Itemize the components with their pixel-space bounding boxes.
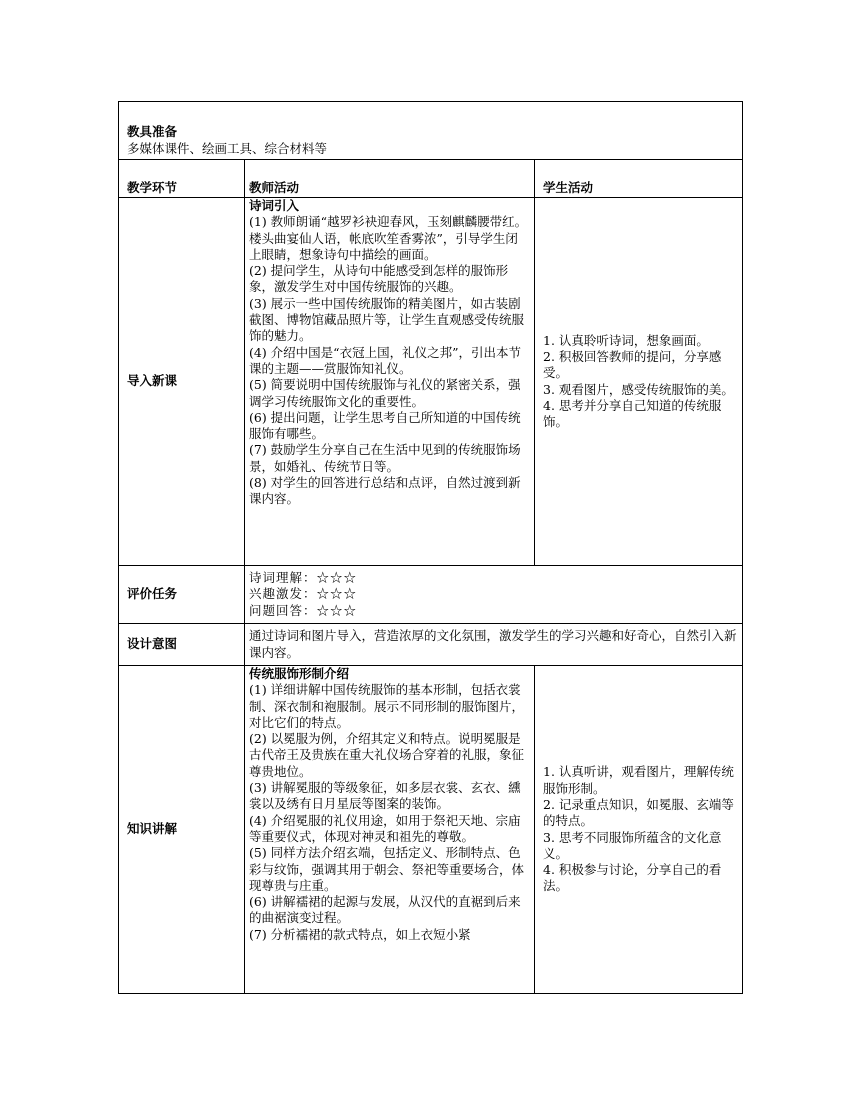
prep-title: 教具准备 bbox=[127, 124, 178, 140]
intro-row bbox=[119, 198, 743, 566]
knowledge-student-item: 3. 思考不同服饰所蕴含的文化意义。 bbox=[543, 829, 722, 861]
knowledge-label: 知识讲解 bbox=[119, 666, 245, 994]
lesson-plan-table bbox=[118, 101, 743, 994]
header-row bbox=[119, 160, 743, 198]
knowledge-teacher-item: (4) 介绍冕服的礼仪用途，如用于祭祀天地、宗庙等重要仪式，体现对神灵和祖先的尊敬。 bbox=[249, 812, 521, 844]
knowledge-teacher-item: (7) 分析襦裙的款式特点，如上衣短小紧 bbox=[249, 926, 471, 942]
evaluation-label: 评价任务 bbox=[119, 566, 245, 624]
design-label: 设计意图 bbox=[119, 624, 245, 666]
intro-teacher-item: (2) 提问学生，从诗句中能感受到怎样的服饰形象，激发学生对中国传统服饰的兴趣。 bbox=[249, 263, 509, 295]
intro-student-item: 4. 思考并分享自己知道的传统服饰。 bbox=[543, 397, 722, 430]
intro-teacher-item: (1) 教师朗诵“越罗衫袂迎春风，玉刻麒麟腰带红。楼头曲宴仙人语，帐底吹笙香雾浓”，引导学生闭上眼睛，想象诗句中描绘的画面。 bbox=[249, 214, 528, 262]
intro-teacher-item: (3) 展示一些中国传统服饰的精美图片，如古装剧截图、博物馆藏品照片等，让学生直观感受传统服饰的魅力。 bbox=[249, 295, 525, 344]
knowledge-teacher-title: 传统服饰形制介绍 bbox=[249, 666, 350, 681]
knowledge-teacher-cell bbox=[245, 666, 535, 994]
intro-teacher-item: (5) 简要说明中国传统服饰与礼仪的紧密关系，强调学习传统服饰文化的重要性。 bbox=[249, 377, 521, 409]
knowledge-student-item: 1. 认真听讲，观看图片，理解传统服饰形制。 bbox=[543, 764, 734, 796]
design-content: 通过诗词和图片导入，营造浓厚的文化氛围，激发学生的学习兴趣和好奇心，自然引入新课内容。 bbox=[245, 624, 743, 666]
intro-student-item: 3. 观看图片，感受传统服饰的美。 bbox=[543, 381, 734, 397]
intro-teacher-item: (7) 鼓励学生分享自己在生活中见到的传统服饰场景，如婚礼、传统节日等。 bbox=[249, 442, 521, 474]
header-teacher: 教师活动 bbox=[245, 160, 535, 198]
knowledge-teacher-item: (6) 讲解襦裙的起源与发展，从汉代的直裾到后来的曲裾演变过程。 bbox=[249, 894, 521, 926]
knowledge-student-item: 2. 记录重点知识，如冕服、玄端等的特点。 bbox=[543, 796, 734, 829]
intro-teacher-item: (4) 介绍中国是“衣冠上国，礼仪之邦”，引出本节课的主题——赏服饰知礼仪。 bbox=[249, 344, 521, 376]
knowledge-teacher-item: (5) 同样方法介绍玄端，包括定义、形制特点、色彩与纹饰，强调其用于朝会、祭祀等重要场合，体现尊贵与庄重。 bbox=[249, 845, 525, 893]
knowledge-student-item: 4. 积极参与讨论，分享自己的看法。 bbox=[543, 862, 722, 894]
prep-cell bbox=[119, 102, 743, 160]
intro-student-item: 2. 积极回答教师的提问，分享感受。 bbox=[543, 348, 722, 381]
prep-content: 多媒体课件、绘画工具、综合材料等 bbox=[127, 140, 328, 156]
intro-teacher-item: (8) 对学生的回答进行总结和点评，自然过渡到新课内容。 bbox=[249, 475, 521, 507]
knowledge-teacher-item: (1) 详细讲解中国传统服饰的基本形制，包括衣裳制、深衣制和袍服制。展示不同形制的服饰图片，对比它们的特点。 bbox=[249, 682, 525, 730]
evaluation-row bbox=[119, 566, 743, 624]
knowledge-student-cell bbox=[535, 666, 743, 994]
evaluation-cell bbox=[245, 566, 743, 624]
evaluation-item: 兴趣激发：☆☆☆ bbox=[249, 586, 358, 602]
knowledge-teacher-item: (3) 讲解冕服的等级象征，如多层衣裳、玄衣、纁裳以及绣有日月星辰等图案的装饰。 bbox=[249, 780, 521, 812]
header-student: 学生活动 bbox=[535, 160, 743, 198]
intro-student-cell bbox=[535, 198, 743, 566]
intro-student-item: 1. 认真聆听诗词，想象画面。 bbox=[543, 332, 709, 348]
intro-teacher-item: (6) 提出问题，让学生思考自己所知道的中国传统服饰有哪些。 bbox=[249, 409, 521, 442]
design-row bbox=[119, 624, 743, 666]
evaluation-item: 诗词理解：☆☆☆ bbox=[249, 570, 358, 586]
header-stage: 教学环节 bbox=[119, 160, 245, 198]
intro-label: 导入新课 bbox=[119, 198, 245, 566]
knowledge-teacher-item: (2) 以冕服为例，介绍其定义和特点。说明冕服是古代帝王及贵族在重大礼仪场合穿着的礼服，象征尊贵地位。 bbox=[249, 731, 525, 779]
intro-teacher-cell bbox=[245, 198, 535, 566]
knowledge-row bbox=[119, 666, 743, 994]
intro-teacher-title: 诗词引入 bbox=[249, 198, 300, 213]
evaluation-item: 问题回答：☆☆☆ bbox=[249, 602, 358, 618]
prep-row bbox=[119, 102, 743, 160]
